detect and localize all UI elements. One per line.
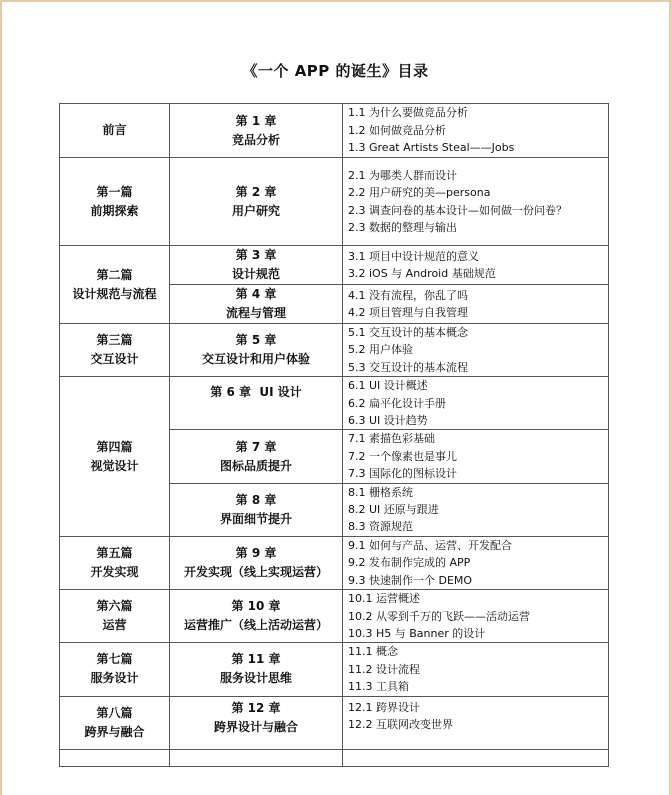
section-item: 11.3 工具箱 (348, 680, 409, 694)
part-cell (60, 643, 170, 696)
section-item: 7.3 国际化的图标设计 (348, 467, 457, 481)
chapter-number: 第 10 章 (231, 599, 281, 614)
table-row (60, 643, 609, 696)
table-row-empty (60, 749, 609, 766)
chapter-cell (170, 158, 343, 246)
chapter-cell (170, 324, 343, 377)
part-title: 前言 (102, 123, 127, 137)
part-number: 第三篇 (96, 333, 133, 348)
section-item: 4.1 没有流程，你乱了吗 (348, 288, 468, 302)
section-item: 12.1 跨界设计 (348, 700, 420, 714)
table-row (60, 158, 609, 246)
chapter-title: 服务设计思维 (219, 671, 292, 686)
chapter-title: 竞品分析 (231, 132, 280, 147)
chapter-cell (170, 536, 343, 589)
section-item: 1.3 Great Artists Steal——Jobs (348, 141, 515, 155)
part-cell (60, 324, 170, 377)
table-row (60, 246, 609, 285)
chapter-number: 第 7 章 (235, 439, 277, 454)
sections-cell (343, 536, 609, 589)
sections-cell (343, 324, 609, 377)
table-row (60, 536, 609, 589)
part-number: 第五篇 (96, 545, 133, 560)
part-cell (60, 536, 170, 589)
sections-cell (343, 104, 609, 158)
chapter-number: 第 2 章 (235, 184, 277, 199)
part-cell (60, 158, 170, 246)
chapter-cell (170, 430, 343, 483)
section-item: 2.3 数据的整理与输出 (348, 220, 457, 234)
part-number: 第八篇 (96, 705, 133, 720)
chapter-cell (170, 377, 343, 430)
sections-cell (343, 643, 609, 696)
section-item: 2.2 用户研究的美—persona (348, 186, 491, 200)
section-item: 9.2 发布制作完成的 APP (348, 556, 471, 570)
chapter-number: 第 8 章 (235, 492, 277, 507)
section-item: 10.1 运营概述 (348, 592, 420, 606)
chapter-title: 图标品质提升 (219, 458, 292, 473)
part-title: 服务设计 (90, 671, 139, 686)
section-item: 1.1 为什么要做竞品分析 (348, 106, 468, 120)
part-cell (60, 377, 170, 537)
section-item: 7.1 素描色彩基础 (348, 432, 435, 446)
part-title: 跨界与融合 (84, 724, 145, 739)
part-number: 第七篇 (96, 652, 133, 667)
sections-cell (343, 158, 609, 246)
sections-cell (343, 377, 609, 430)
part-title: 设计规范与流程 (72, 286, 157, 301)
section-item: 4.2 项目管理与自我管理 (348, 306, 468, 319)
table-row (60, 377, 609, 430)
section-item: 5.2 用户体验 (348, 343, 413, 357)
section-item: 2.3 调查问卷的基本设计—如何做一份问卷？ (348, 203, 567, 217)
section-item: 2.1 为哪类人群而设计 (348, 168, 457, 182)
chapter-cell (170, 643, 343, 696)
chapter-number: 第 3 章 (235, 248, 277, 262)
chapter-title: 交互设计和用户体验 (201, 352, 310, 367)
chapter-cell (170, 483, 343, 536)
chapter-title: 运营推广（线上活动运营） (183, 618, 328, 633)
section-item: 12.2 互联网改变世界 (348, 717, 453, 731)
section-item: 5.1 交互设计的基本概念 (348, 326, 468, 339)
sections-cell (343, 246, 609, 285)
table-row (60, 696, 609, 749)
sections-cell (343, 483, 609, 536)
chapter-number: 第 1 章 (235, 113, 277, 128)
chapter-cell (170, 285, 343, 324)
chapter-number: 第 9 章 (235, 545, 277, 560)
section-item: 8.3 资源规范 (348, 520, 413, 534)
chapter-title: 设计规范 (231, 267, 280, 281)
part-number: 第一篇 (96, 184, 133, 199)
section-item: 6.3 UI 设计趋势 (348, 414, 428, 428)
chapter-title: 开发实现（线上实现运营） (183, 564, 328, 579)
empty-cell (343, 749, 609, 766)
part-title: 视觉设计 (90, 458, 139, 473)
part-title: 前期探索 (90, 203, 139, 218)
chapter-cell (170, 590, 343, 643)
chapter-title: 流程与管理 (225, 306, 286, 320)
sections-cell (343, 285, 609, 324)
part-title: 交互设计 (90, 352, 139, 367)
part-cell (60, 246, 170, 324)
part-title: 运营 (102, 618, 127, 633)
chapter-number: 第 4 章 (235, 287, 277, 301)
part-number: 第二篇 (96, 267, 133, 282)
chapter-title: 用户研究 (231, 203, 280, 218)
chapter-title: 界面细节提升 (219, 511, 292, 526)
chapter-number: 第 5 章 (235, 333, 277, 348)
section-item: 11.1 概念 (348, 645, 398, 659)
section-item: 6.2 扁平化设计手册 (348, 396, 446, 410)
document-title: 《一个 APP 的诞生》目录 (242, 62, 429, 80)
part-number: 第六篇 (96, 599, 133, 614)
empty-cell (60, 749, 170, 766)
chapter-title: 跨界设计与融合 (213, 719, 298, 734)
table-row (60, 590, 609, 643)
section-item: 8.2 UI 还原与跟进 (348, 503, 439, 517)
section-item: 10.2 从零到千万的飞跃——活动运营 (348, 609, 530, 623)
empty-cell (170, 749, 343, 766)
section-item: 9.3 快速制作一个 DEMO (348, 573, 473, 587)
part-cell (60, 104, 170, 158)
section-item: 11.2 设计流程 (348, 662, 420, 676)
section-item: 3.1 项目中设计规范的意义 (348, 249, 479, 263)
table-row (60, 324, 609, 377)
part-number: 第四篇 (96, 439, 133, 454)
chapter-number: 第 11 章 (231, 652, 281, 667)
section-item: 5.3 交互设计的基本流程 (348, 360, 468, 374)
section-item: 7.2 一个像素也是事儿 (348, 449, 457, 463)
sections-cell (343, 696, 609, 749)
part-cell (60, 696, 170, 749)
chapter-cell (170, 246, 343, 285)
chapter-heading: 第 6 章 UI 设计 (210, 385, 302, 400)
chapter-cell (170, 104, 343, 158)
section-item: 3.2 iOS 与 Android 基础规范 (348, 267, 496, 280)
section-item: 1.2 如何做竞品分析 (348, 123, 446, 137)
part-cell (60, 590, 170, 643)
section-item: 8.1 栅格系统 (348, 485, 413, 499)
chapter-cell (170, 696, 343, 749)
table-row (60, 104, 609, 158)
sections-cell (343, 430, 609, 483)
chapter-number: 第 12 章 (231, 700, 281, 715)
section-item: 9.1 如何与产品、运营、开发配合 (348, 538, 512, 552)
part-title: 开发实现 (90, 564, 139, 579)
sections-cell (343, 590, 609, 643)
toc-table (59, 103, 609, 767)
section-item: 10.3 H5 与 Banner 的设计 (348, 626, 486, 640)
section-item: 6.1 UI 设计概述 (348, 379, 428, 393)
